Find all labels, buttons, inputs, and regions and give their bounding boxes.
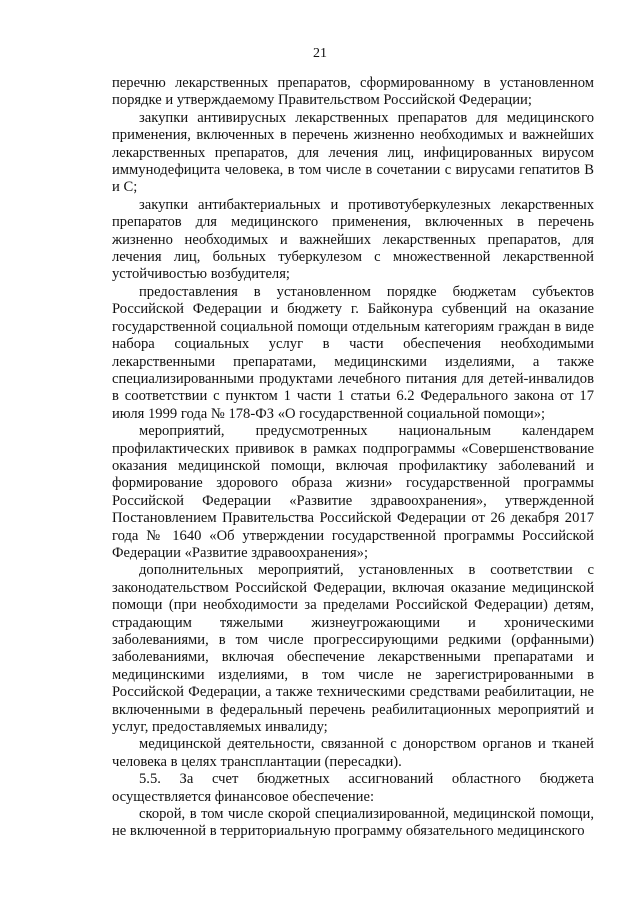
paragraph-1: перечню лекарственных препаратов, сформированному в установленном порядке и утверждаемому Правительством Российской Федерации; <box>112 75 594 109</box>
paragraph-9: скорой, в том числе скорой специализированной, медицинской помощи, не включенной в территориальную программу обязательного медицинского <box>112 806 594 840</box>
paragraph-7: медицинской деятельности, связанной с донорством органов и тканей человека в целях трансплантации (пересадки). <box>112 736 594 770</box>
paragraph-5: мероприятий, предусмотренных национальным календарем профилактических прививок в рамках подпрограммы «Совершенствование оказания медицинской помощи, включая профилактику заболеваний и формирование здорового образа жизни» государственной программы Российской Федерации «Развитие здравоохранения», утвержденной Постановлением Правительства Российской Федерации от 26 декабря 2017 года № 1640 «Об утверждении государственной программы Российской Федерации «Развитие здравоохранения»; <box>112 423 594 561</box>
document-body <box>112 75 594 841</box>
paragraph-8: 5.5. За счет бюджетных ассигнований областного бюджета осуществляется финансовое обеспечение: <box>112 771 594 805</box>
paragraph-6: дополнительных мероприятий, установленных в соответствии с законодательством Российской Федерации, включая оказание медицинской помощи (при необходимости за пределами Российской Федерации) детям, страдающим тяжелыми жизнеугрожающими и хроническими заболеваниями, в том числе прогрессирующими редкими (орфанными) заболеваниями, включая обеспечение лекарственными препаратами и медицинскими изделиями, в том числе не зарегистрированными в Российской Федерации, а также техническими средствами реабилитации, не включенными в федеральный перечень реабилитационных мероприятий и услуг, предоставляемых инвалиду; <box>112 562 594 736</box>
paragraph-4: предоставления в установленном порядке бюджетам субъектов Российской Федерации и бюджету г. Байконура субвенций на оказание государственной социальной помощи отдельным категориям граждан в виде набора социальных услуг в части обеспечения необходимыми лекарственными препаратами, медицинскими изделиями, а также специализированными продуктами лечебного питания для детей-инвалидов в соответствии с пунктом 1 части 1 статьи 6.2 Федерального закона от 17 июля 1999 года № 178-ФЗ «О государственной социальной помощи»; <box>112 283 594 422</box>
paragraph-2: закупки антивирусных лекарственных препаратов для медицинского применения, включенных в перечень жизненно необходимых и важнейших лекарственных препаратов, для лечения лиц, инфицированных вирусом иммунодефицита человека, в том числе в сочетании с вирусами гепатитов В и С; <box>112 109 594 196</box>
page-number: 21 <box>313 46 327 61</box>
paragraph-3: закупки антибактериальных и противотуберкулезных лекарственных препаратов для медицинского применения, включенных в перечень жизненно необходимых и важнейших лекарственных препаратов, для лечения лиц, больных туберкулезом с множественной лекарственной устойчивостью возбудителя; <box>112 196 594 283</box>
